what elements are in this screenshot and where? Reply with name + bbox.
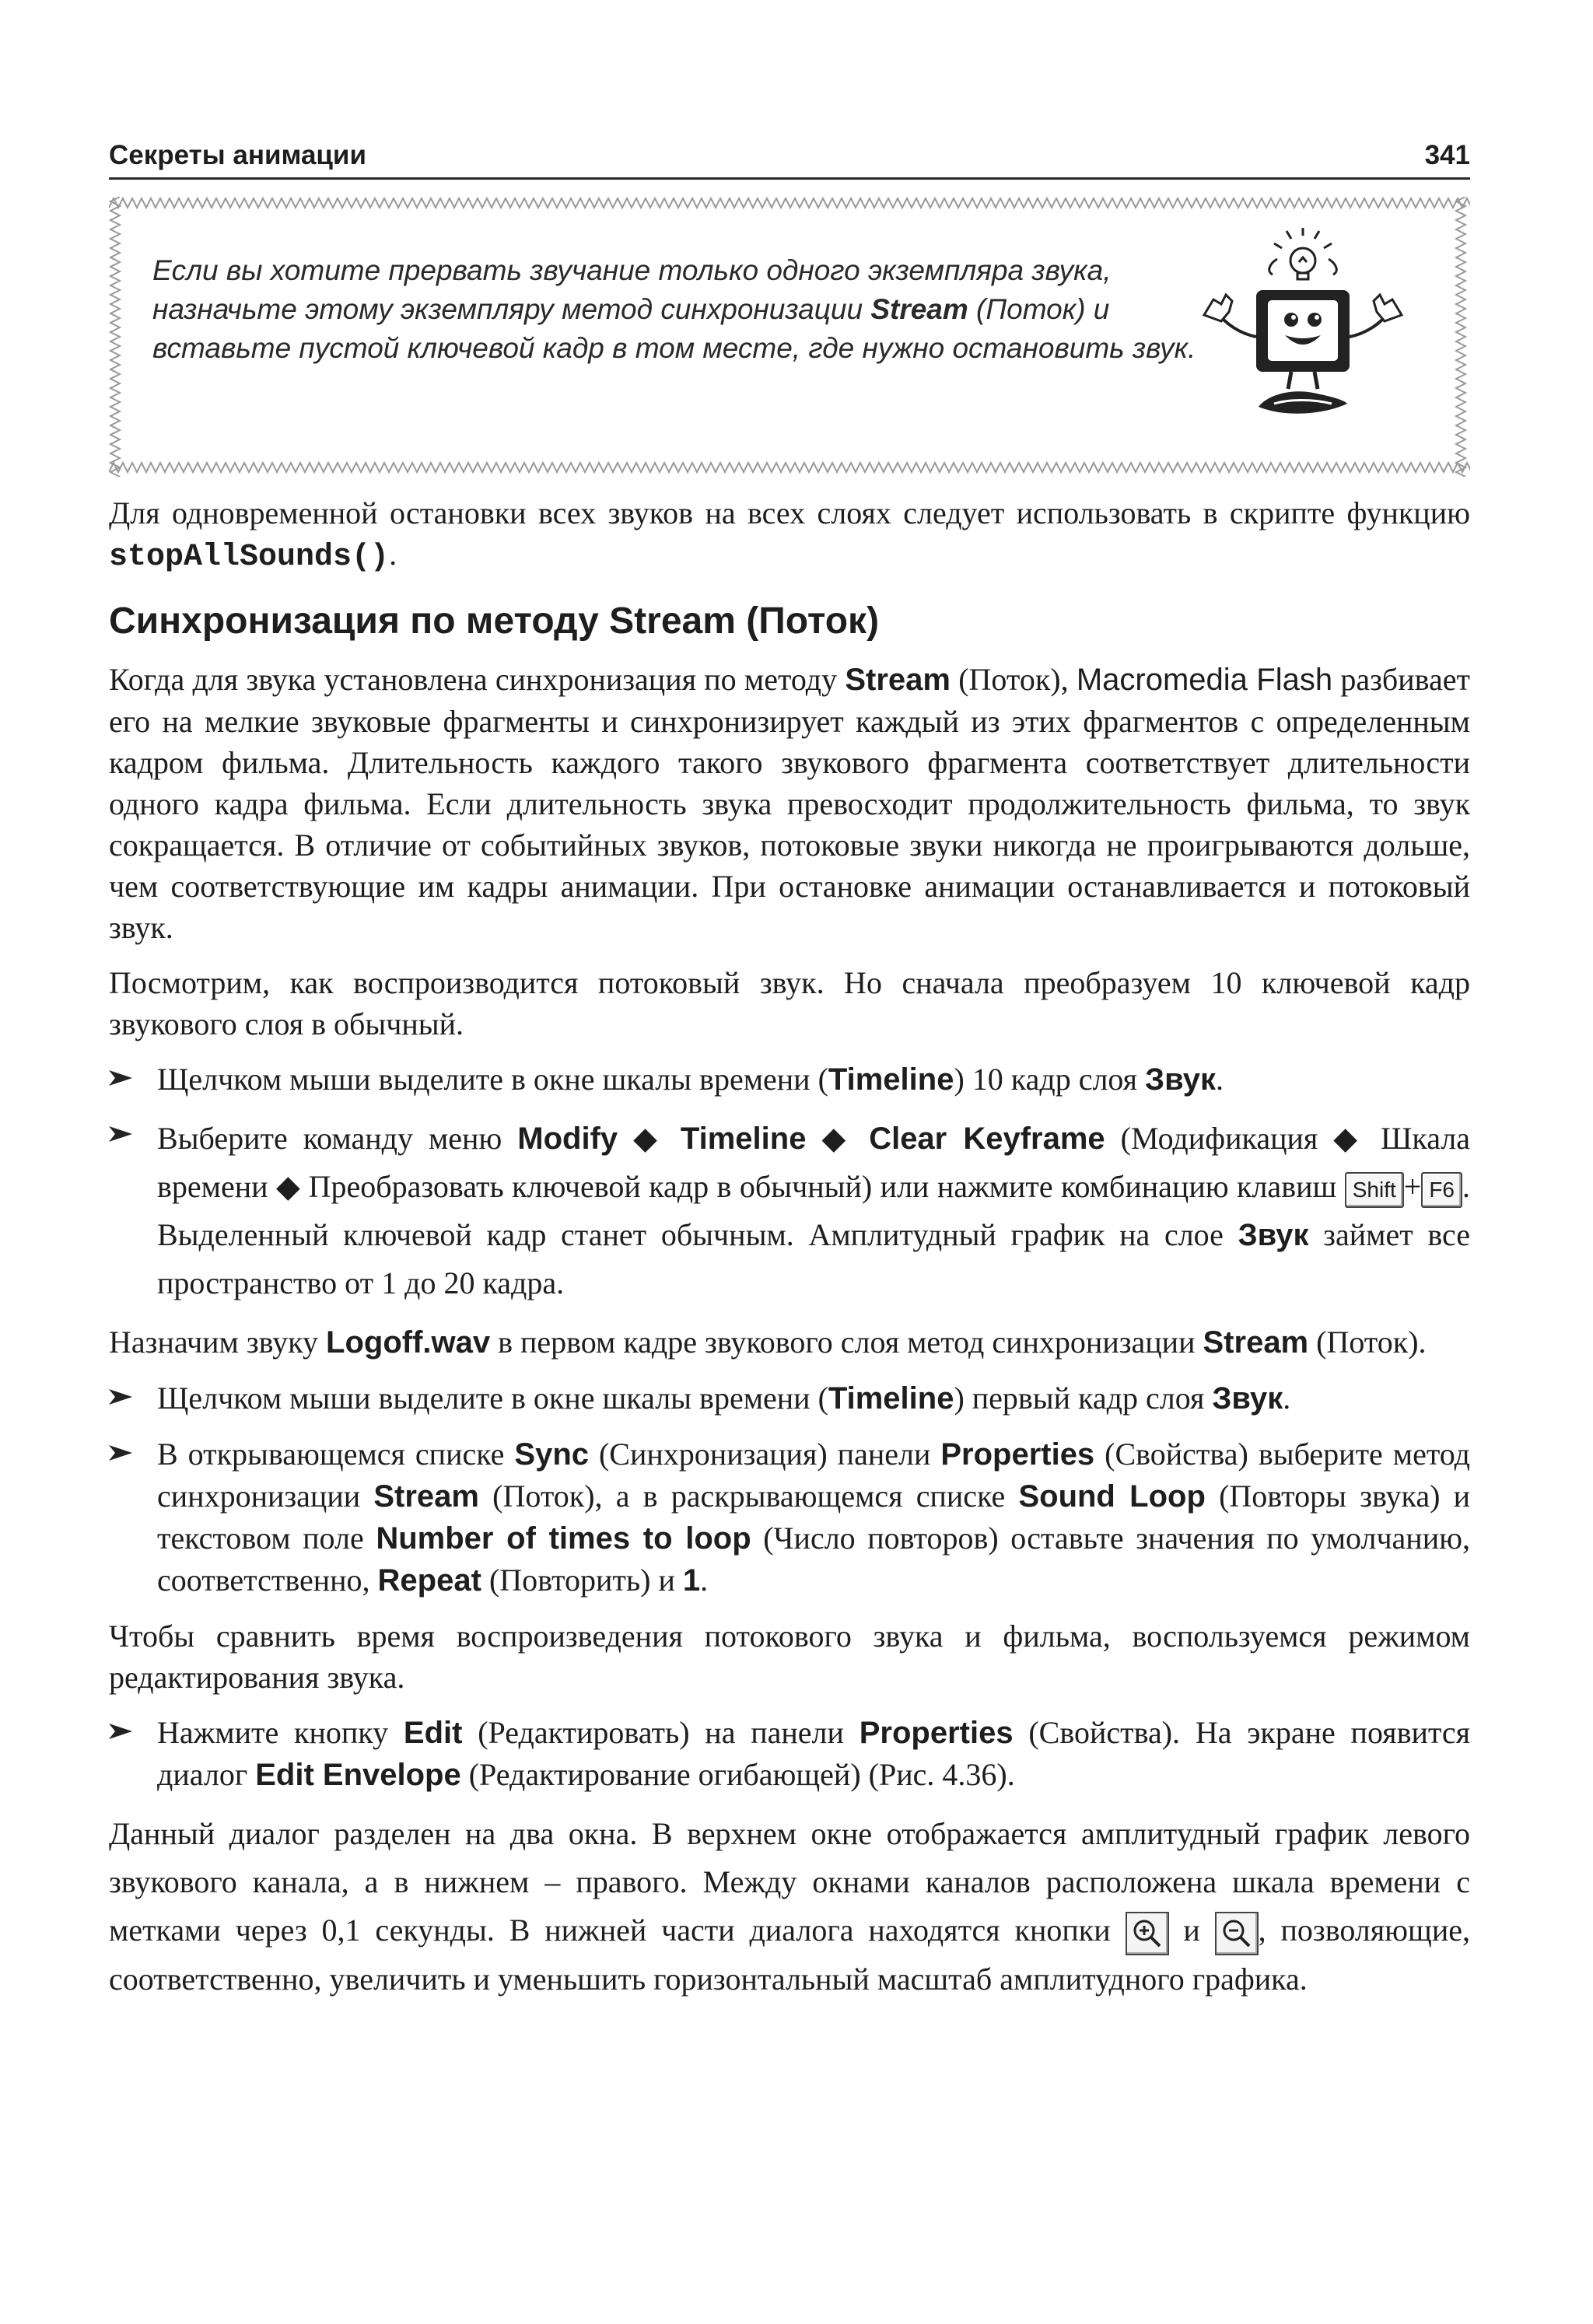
arrow-bullet-icon [109, 1068, 132, 1088]
zoom-in-icon [1126, 1912, 1169, 1955]
arrow-bullet-icon [109, 1124, 132, 1144]
page-number: 341 [1424, 140, 1470, 170]
running-head [109, 140, 1470, 180]
paragraph-stream: Когда для звука установлена синхронизация по методу Stream (Поток), Macromedia Flash разбивает его на мелкие звуковые фрагменты и синхронизирует каждый из этих фрагментов с определенным кадром фильма. Длительность каждого такого звукового фрагмента соответствует длительности одного кадра фильма. Если длительность звука превосходит продолжительность фильма, то звук сокращается. В отличие от событийных звуков, потоковые звуки никогда не проигрываются дольше, чем соответствующие им кадры анимации. При остановке анимации останавливается и потоковый звук. [109, 662, 1470, 945]
arrow-bullet-icon [109, 1387, 132, 1407]
tip-text: Если вы хотите прервать звучание только одного экземпляра звука, назначьте этому экземпляру метод синхронизации Stream (Поток) и вставьте пустой ключевой кадр в том месте, где нужно остановить звук. [152, 254, 1196, 364]
section-heading: Синхронизация по методу Stream (Поток) [109, 600, 880, 642]
file-name: Logoff.wav [326, 1325, 491, 1360]
step-clear-keyframe: Выберите команду меню Modify ◆ Timeline ◆ Clear Keyframe (Модификация ◆ Шкала времени ◆ Преобразовать ключевой кадр в обычный) или нажмите комбинацию клавиш Shift + F6 . Выделенный ключевой кадр станет обычным. Амплитудный график на слое Звук займет все пространство от 1 до 20 кадра. [109, 1115, 1470, 1307]
tip-border-bottom [109, 461, 1470, 477]
step-press-edit: Нажмите кнопку Edit (Редактировать) на панели Properties (Свойства). На экране появится диалог Edit Envelope (Редактирование огибающей) (Рис. 4.36). [109, 1712, 1470, 1796]
intro-paragraph: Для одновременной остановки всех звуков на всех слоях следует использовать в скрипте функцию stopAllSounds(). [109, 495, 1470, 575]
tip-stream-term: Stream [870, 293, 968, 325]
paragraph-preview: Посмотрим, как воспроизводится потоковый звук. Но сначала преобразуем 10 ключевой кадр звукового слоя в обычный. [109, 965, 1470, 1041]
paragraph-compare: Чтобы сравнить время воспроизведения потокового звука и фильма, воспользуемся режимом редактирования звука. [109, 1619, 1470, 1695]
paragraph-assign-sound: Назначим звуку Logoff.wav в первом кадре звукового слоя метод синхронизации Stream (Поток). [109, 1325, 1427, 1360]
shift-key: Shift [1345, 1172, 1404, 1208]
tip-border-top [109, 197, 1470, 212]
zoom-out-icon [1215, 1912, 1259, 1955]
tip-border-right [1455, 197, 1470, 477]
step-sync-stream: В открывающемся списке Sync (Синхронизация) панели Properties (Свойства) выберите метод синхронизации Stream (Поток), а в раскрывающемся списке Sound Loop (Повторы звука) и текстовом поле Number of times to loop (Число повторов) оставьте значения по умолчанию, соответственно, Repeat (Повторить) и 1. [109, 1433, 1470, 1601]
step-select-first-frame: Щелчком мыши выделите в окне шкалы времени (Timeline) первый кадр слоя Звук. [109, 1377, 1470, 1419]
step-select-frame-10: Щелчком мыши выделите в окне шкалы времени (Timeline) 10 кадр слоя Звук. [109, 1059, 1470, 1101]
paragraph-dialog: Данный диалог разделен на два окна. В верхнем окне отображается амплитудный график левого звукового канала, а в нижнем – правого. Между окнами каналов расположена шкала времени с метками через 0,1 секунды. В нижней части диалога находятся кнопки и , позволяющие, соответственно, увеличить и уменьшить горизонтальный масштаб амплитудного графика. [109, 1816, 1471, 1997]
macromedia-flash: Macromedia Flash [1076, 663, 1333, 697]
tip-box [109, 197, 1470, 477]
tip-border-left [109, 197, 124, 477]
f6-key: F6 [1421, 1172, 1462, 1208]
arrow-bullet-icon [109, 1443, 132, 1463]
code-stopallsounds: stopAllSounds() [109, 540, 390, 575]
section-title: Секреты анимации [109, 140, 366, 170]
book-page [109, 140, 1470, 2018]
arrow-bullet-icon [109, 1721, 132, 1741]
computer-mascot-icon [1182, 228, 1416, 446]
